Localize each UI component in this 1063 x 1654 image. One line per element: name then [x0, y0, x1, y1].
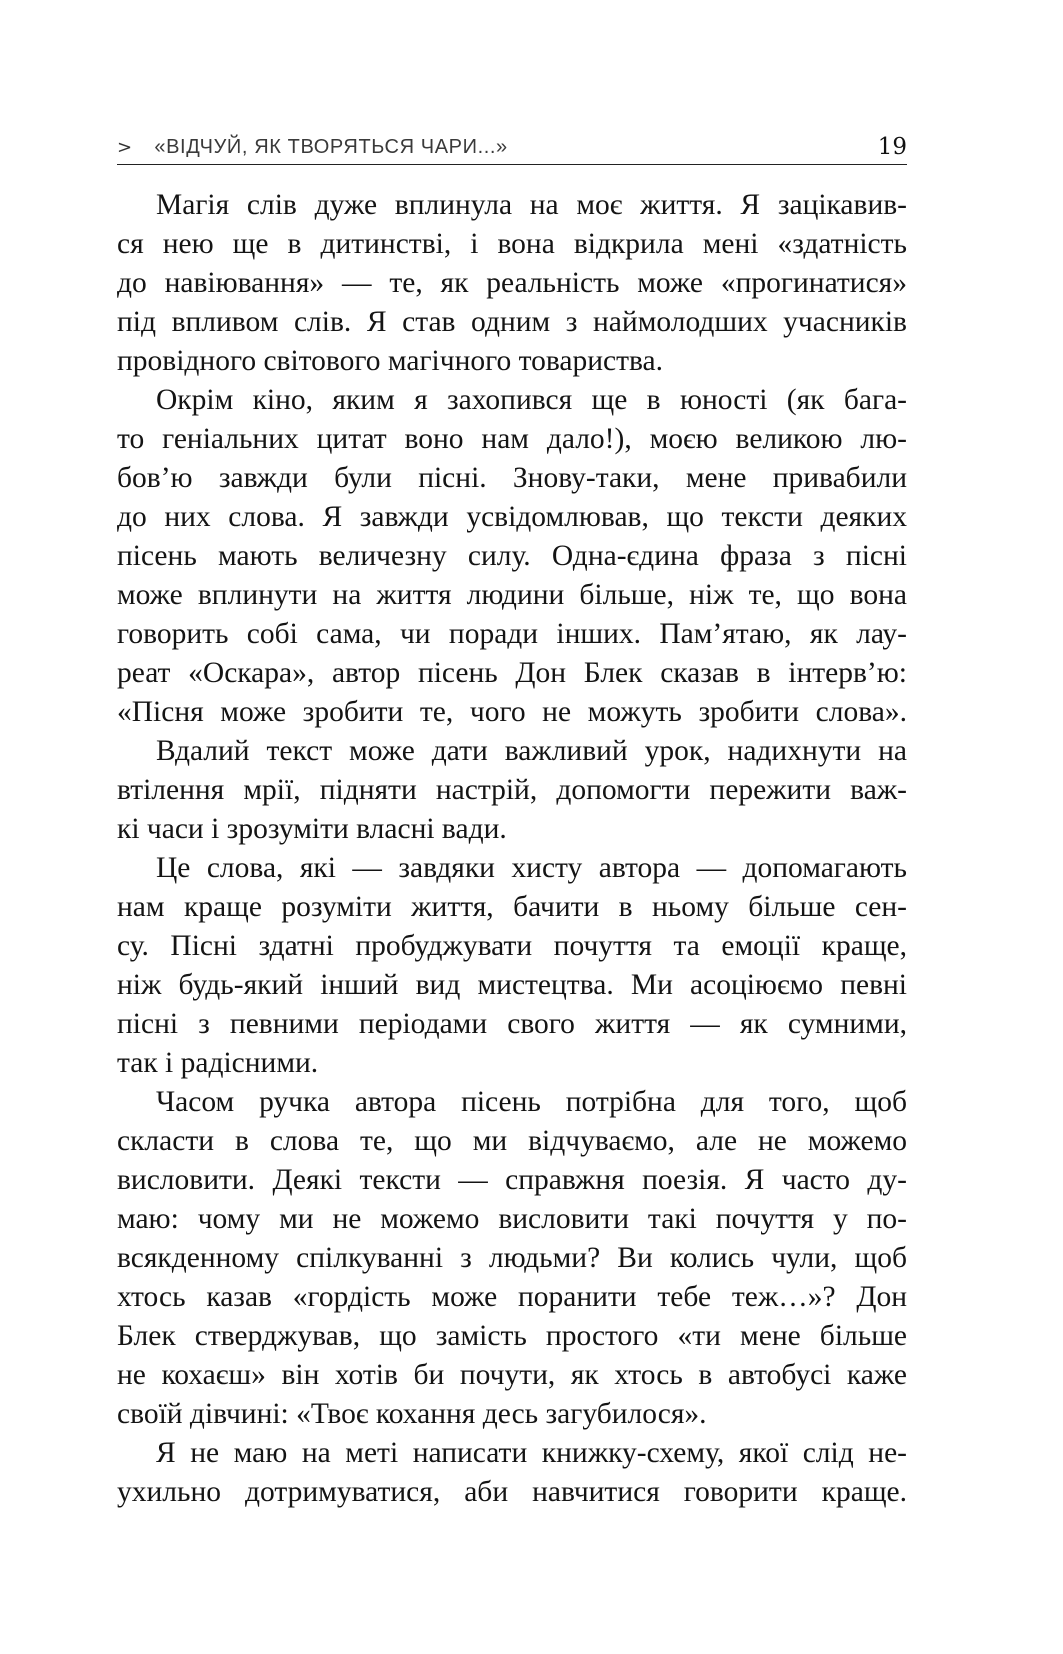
page-number: 19	[877, 134, 907, 160]
paragraph-3	[117, 732, 907, 849]
text-line: «Пісня може зробити те, чого не можуть зробити слова».	[117, 696, 907, 728]
text-line: пісень мають величезну силу. Одна-єдина фраза з пісні	[117, 540, 907, 572]
text-line: реат «Оскара», автор пісень Дон Блек сказав в інтерв’ю:	[117, 657, 907, 689]
paragraph-6	[117, 1434, 907, 1512]
text-line: Це слова, які — завдяки хисту автора — допомагають	[156, 852, 907, 884]
chevron-right-icon: >	[117, 137, 133, 158]
text-line: втілення мрії, підняти настрій, допомогти пережити важ-	[117, 774, 907, 806]
text-line: Я не маю на меті написати книжку-схему, якої слід не-	[156, 1437, 907, 1469]
text-line: маю: чому ми не можемо висловити такі почуття у по-	[117, 1203, 907, 1235]
text-line: висловити. Деякі тексти — справжня поезія. Я часто ду-	[117, 1164, 907, 1196]
paragraph-1	[117, 186, 907, 381]
text-line: під впливом слів. Я став одним з наймолодших учасників	[117, 306, 907, 338]
text-line: бов’ю завжди були пісні. Знову-таки, мене привабили	[117, 462, 907, 494]
text-line: до них слова. Я завжди усвідомлював, що тексти деяких	[117, 501, 907, 533]
text-line: говорить собі сама, чи поради інших. Пам’ятаю, як лау-	[117, 618, 907, 650]
text-line: до навіювання» — те, як реальність може «прогинатися»	[117, 267, 907, 299]
text-line: пісні з певними періодами свого життя — як сумними,	[117, 1008, 907, 1040]
text-line: су. Пісні здатні пробуджувати почуття та емоції краще,	[117, 930, 907, 962]
running-head	[117, 128, 907, 165]
paragraph-5	[117, 1083, 907, 1434]
text-line: Часом ручка автора пісень потрібна для того, щоб	[156, 1086, 907, 1118]
text-line: ухильно дотримуватися, аби навчитися говорити краще.	[117, 1476, 907, 1508]
text-line: Окрім кіно, яким я захопився ще в юності (як бага-	[156, 384, 907, 416]
text-line: всякденному спілкуванні з людьми? Ви колись чули, щоб	[117, 1242, 907, 1274]
text-line: так і радісними.	[117, 1047, 319, 1079]
text-line: ся нею ще в дитинстві, і вона відкрила мені «здатність	[117, 228, 907, 260]
text-line: кі часи і зрозуміти власні вади.	[117, 813, 507, 845]
text-line: може вплинути на життя людини більше, ніж те, що вона	[117, 579, 907, 611]
paragraph-4	[117, 849, 907, 1083]
text-line: Магія слів дуже вплинула на моє життя. Я зацікавив-	[156, 189, 907, 221]
body-text	[117, 186, 907, 1512]
paragraph-2	[117, 381, 907, 732]
running-head-left	[117, 136, 508, 164]
chapter-title: «ВІДЧУЙ, ЯК ТВОРЯТЬСЯ ЧАРИ...»	[154, 136, 508, 158]
text-line: хтось казав «гордість може поранити тебе теж…»? Дон	[117, 1281, 907, 1313]
text-line: Блек стверджував, що замість простого «ти мене більше	[117, 1320, 907, 1352]
text-line: Вдалий текст може дати важливий урок, надихнути на	[156, 735, 907, 767]
text-line: ніж будь-який інший вид мистецтва. Ми асоціюємо певні	[117, 969, 907, 1001]
text-line: скласти в слова те, що ми відчуваємо, але не можемо	[117, 1125, 907, 1157]
text-line: не кохаєш» він хотів би почути, як хтось в автобусі каже	[117, 1359, 907, 1391]
text-line: своїй дівчині: «Твоє кохання десь загубилося».	[117, 1398, 707, 1430]
text-line: то геніальних цитат воно нам дало!), моєю великою лю-	[117, 423, 907, 455]
text-line: нам краще розуміти життя, бачити в ньому більше сен-	[117, 891, 907, 923]
text-line: провідного світового магічного товариства.	[117, 345, 664, 377]
